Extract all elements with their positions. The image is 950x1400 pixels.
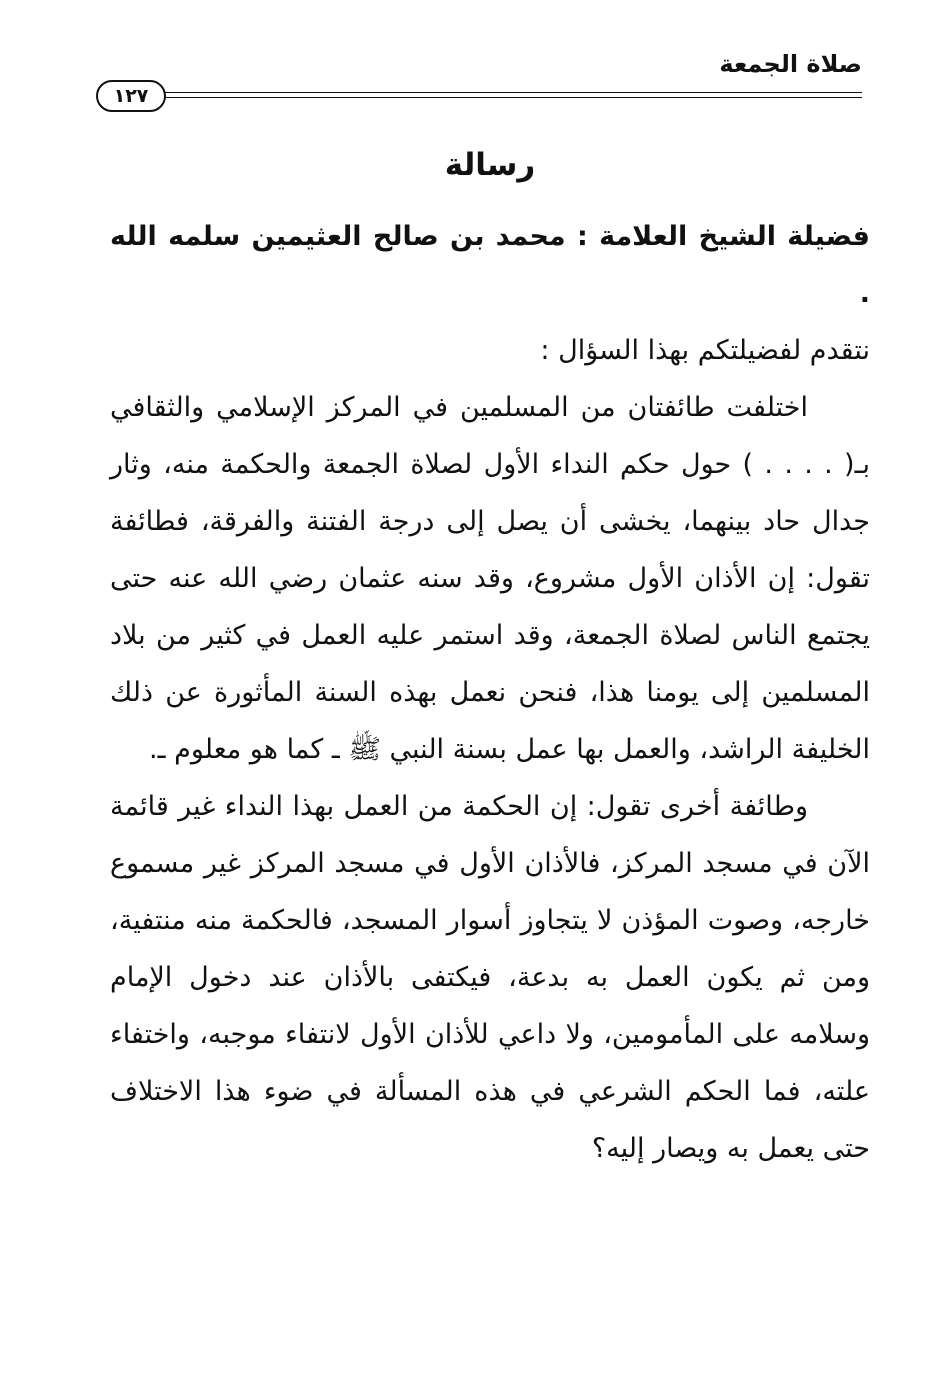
header-rule (160, 92, 862, 98)
question-paragraph-1: اختلفت طائفتان من المسلمين في المركز الإسلامي والثقافي بـ( . . . . ) حول حكم النداء الأول لصلاة الجمعة والحكمة منه، وثار جدال حاد بينهما، يخشى أن يصل إلى درجة الفتنة والفرقة، فطائفة تقول: إن الأذان الأول مشروع، وقد سنه عثمان رضي الله عنه حتى يجتمع الناس لصلاة الجمعة، وقد استمر عليه العمل في كثير من بلاد المسلمين إلى يومنا هذا، فنحن نعمل بهذه السنة المأثورة عن ذلك الخليفة الراشد، والعمل بها عمل بسنة النبي ﷺ ـ كما هو معلوم ـ. (110, 392, 870, 765)
page-body (110, 142, 870, 1177)
question-paragraph-2: وطائفة أخرى تقول: إن الحكمة من العمل بهذا النداء غير قائمة الآن في مسجد المركز، فالأذان الأول في مسجد المركز غير مسموع خارجه، وصوت المؤذن لا يتجاوز أسوار المسجد، فالحكمة منه منتفية، ومن ثم يكون العمل به بدعة، فيكتفى بالأذان عند دخول الإمام وسلامه على المأمومين، ولا داعي للأذان الأول لانتفاء موجبه، واختفاء علته، فما الحكم الشرعي في هذه المسألة في ضوء هذا الاختلاف حتى يعمل به ويصار إليه؟ (110, 791, 870, 1164)
running-title: صلاة الجمعة (719, 50, 862, 78)
addressee-line: فضيلة الشيخ العلامة : محمد بن صالح العثيمين سلمه الله . (110, 221, 870, 309)
intro-line: نتقدم لفضيلتكم بهذا السؤال : (540, 335, 870, 366)
page-number: ١٢٧ (96, 80, 166, 112)
section-title: رسالة (444, 147, 536, 183)
